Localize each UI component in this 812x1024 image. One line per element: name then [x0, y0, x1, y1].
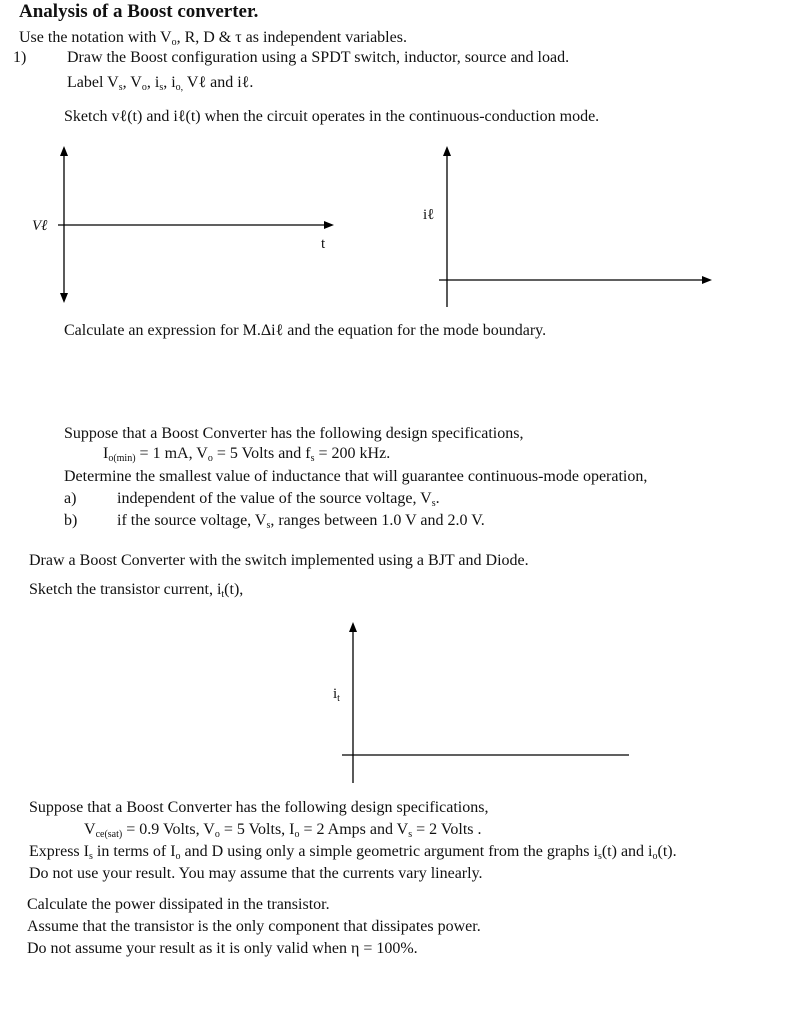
bjt-sketch-text: Sketch the transistor current, $i_t(t)$,	[29, 581, 244, 600]
graph-il-axes	[439, 146, 712, 307]
power-line1: Calculate the power dissipated in the transistor.	[27, 896, 330, 913]
spec1-a-label: a)	[64, 490, 77, 507]
spec2-noresult: Do not use your result. You may assume that the currents vary linearly.	[29, 865, 483, 882]
spec1-determine: Determine the smallest value of inductance that will guarantee continuous-mode operation,	[64, 468, 648, 485]
spec1-intro: Suppose that a Boost Converter has the following design specifications,	[64, 425, 524, 442]
graph-vl-ylabel: Vℓ	[32, 218, 48, 234]
spec2-intro: Suppose that a Boost Converter has the following design specifications,	[29, 799, 489, 816]
spec1-a-text: independent of the value of the source voltage, $V_s$.	[117, 490, 440, 509]
graph-it-ylabel: $i_t$	[333, 686, 340, 704]
calc-expression-text: Calculate an expression for M.Δiℓ and the equation for the mode boundary.	[64, 322, 547, 339]
spec1-values: $I_{o(min)} = 1$ mA, $V_o = 5$ Volts and $f_s = 200$ kHz.	[103, 445, 391, 464]
bjt-draw-text: Draw a Boost Converter with the switch implemented using a BJT and Diode.	[29, 552, 529, 569]
page-title: Analysis of a Boost converter.	[19, 1, 259, 22]
spec2-values: $V_{ce(sat)} = 0.9$ Volts, $V_o = 5$ Volts, $I_o = 2$ Amps and $V_s = 2$ Volts .	[84, 821, 482, 840]
spec1-b-label: b)	[64, 512, 78, 529]
power-line2: Assume that the transistor is the only component that dissipates power.	[27, 918, 481, 935]
graph-it-axes	[342, 622, 629, 783]
question-number: 1)	[13, 49, 27, 66]
intro-text: Use the notation with $V_o$, R, D & τ as independent variables.	[19, 29, 407, 48]
q1-label-text: Label $V_s$, $V_o$, $i_s$, $i_{o,}$ Vℓ and iℓ.	[67, 74, 254, 93]
power-line3: Do not assume your result as it is only valid when η = 100%.	[27, 940, 418, 957]
spec1-b-text: if the source voltage, $V_s$, ranges between 1.0 V and 2.0 V.	[117, 512, 485, 531]
q1-draw-text: Draw the Boost configuration using a SPDT switch, inductor, source and load.	[67, 49, 570, 66]
graph-il-ylabel: iℓ	[423, 207, 435, 223]
q1-sketch-text: Sketch vℓ(t) and iℓ(t) when the circuit operates in the continuous-conduction mode.	[64, 108, 600, 125]
graph-vl-xlabel: t	[321, 236, 326, 252]
spec2-express: Express $I_s$ in terms of $I_o$ and D using only a simple geometric argument from the graphs $i_s(t)$ and $i_o(t)$.	[29, 843, 677, 862]
graph-vl-axes	[58, 146, 334, 303]
